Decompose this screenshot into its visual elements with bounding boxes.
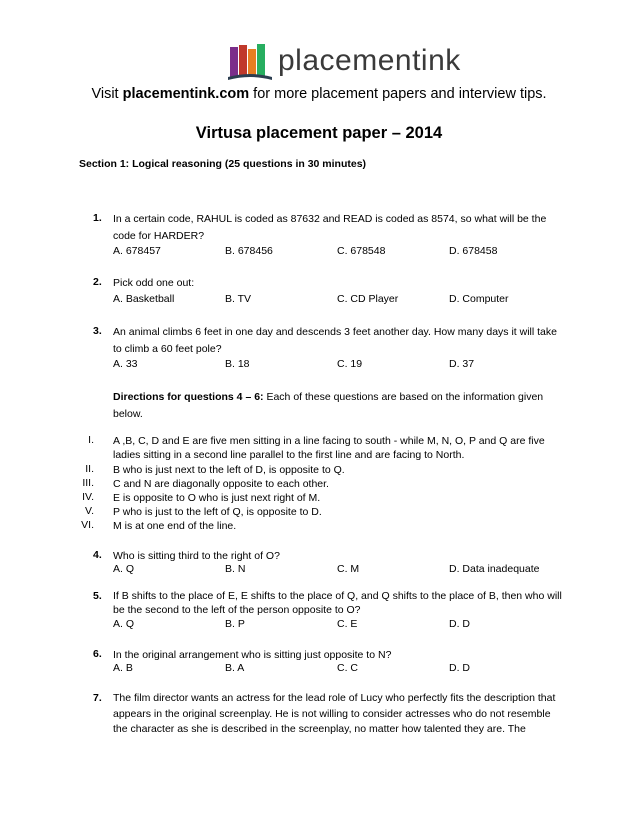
statement-number: IV. <box>82 491 94 503</box>
options-row <box>113 245 573 257</box>
option-c: C. C <box>337 662 358 674</box>
directions-label: Directions for questions 4 – 6: <box>113 391 264 403</box>
statement-number: III. <box>82 477 94 489</box>
option-a: A. Basketball <box>113 293 175 305</box>
statement-text: P who is just to the left of Q, is opposite to D. <box>113 506 322 518</box>
option-c: C. 19 <box>337 358 363 370</box>
option-a: A. 678457 <box>113 245 161 257</box>
statement-text: A ,B, C, D and E are five men sitting in a line facing to south - while M, N, O, P and Q are five ladies sitting in a second line parallel to the first line and are facing to North. <box>113 435 545 461</box>
statement-number: VI. <box>81 519 94 531</box>
question-number: 6. <box>93 648 102 660</box>
directions <box>113 389 568 422</box>
visit-line <box>0 86 638 102</box>
question-text: Who is sitting third to the right of O? <box>113 550 280 562</box>
option-c: C. 678548 <box>337 245 386 257</box>
statement-number: I. <box>88 434 94 446</box>
option-a: A. 33 <box>113 358 138 370</box>
statement-text: E is opposite to O who is just next right of M. <box>113 492 321 504</box>
option-b: B. 678456 <box>225 245 273 257</box>
option-a: A. B <box>113 662 133 674</box>
book-logo-icon <box>228 41 272 81</box>
options-row <box>113 662 573 674</box>
statement-number: II. <box>85 463 94 475</box>
question-text: The film director wants an actress for the lead role of Lucy who perfectly fits the description that appears in the original screenplay. He is not willing to consider actresses who do not resemble the character as she is described in the screenplay, no matter how talented they are. The <box>113 692 556 735</box>
placementink-logo <box>228 36 468 86</box>
statement-text: C and N are diagonally opposite to each other. <box>113 478 329 490</box>
options-row <box>113 563 573 575</box>
option-b: B. A <box>225 662 245 674</box>
statement-text: B who is just next to the left of D, is opposite to Q. <box>113 464 345 476</box>
option-a: A. Q <box>113 563 135 575</box>
logo-wordmark: placementink <box>278 44 461 77</box>
question-number: 1. <box>93 212 102 224</box>
statement-number: V. <box>85 505 94 517</box>
section-heading: Section 1: Logical reasoning (25 questions in 30 minutes) <box>79 158 367 170</box>
option-b: B. 18 <box>225 358 250 370</box>
question-text: If B shifts to the place of E, E shifts to the place of Q, and Q shifts to the place of B, then who will be the second to the left of the person opposite to O? <box>113 590 562 616</box>
option-b: B. P <box>225 618 245 630</box>
option-d: D. Data inadequate <box>449 563 540 575</box>
option-b: B. TV <box>225 293 252 305</box>
option-c: C. M <box>337 563 360 575</box>
option-c: C. E <box>337 618 358 630</box>
question-number: 3. <box>93 325 102 337</box>
statement-text: M is at one end of the line. <box>113 520 237 532</box>
options-row <box>113 293 573 305</box>
question-number: 4. <box>93 549 102 561</box>
question-text: In the original arrangement who is sitting just opposite to N? <box>113 649 392 661</box>
site-link[interactable]: placementink.com <box>122 86 250 102</box>
option-b: B. N <box>225 563 246 575</box>
question-text: Pick odd one out: <box>113 277 195 289</box>
page-title: Virtusa placement paper – 2014 <box>195 124 443 142</box>
option-c: C. CD Player <box>337 293 399 305</box>
question-number: 5. <box>93 590 102 602</box>
visit-prefix: Visit <box>91 86 123 102</box>
options-row <box>113 618 573 630</box>
visit-suffix: for more placement papers and interview tips. <box>249 86 547 102</box>
directions-text: Each of these questions are based on the information given below. <box>113 391 544 420</box>
option-d: D. 678458 <box>449 245 498 257</box>
option-d: D. D <box>449 618 470 630</box>
option-d: D. Computer <box>449 293 509 305</box>
option-d: D. 37 <box>449 358 475 370</box>
question-text: In a certain code, RAHUL is coded as 87632 and READ is coded as 8574, so what will be the code for HARDER? <box>113 213 547 242</box>
question-text: An animal climbs 6 feet in one day and descends 3 feet another day. How many days it will take to climb a 60 feet pole? <box>113 326 557 355</box>
options-row <box>113 358 573 370</box>
question-number: 7. <box>93 692 102 704</box>
option-d: D. D <box>449 662 470 674</box>
question-number: 2. <box>93 276 102 288</box>
option-a: A. Q <box>113 618 135 630</box>
